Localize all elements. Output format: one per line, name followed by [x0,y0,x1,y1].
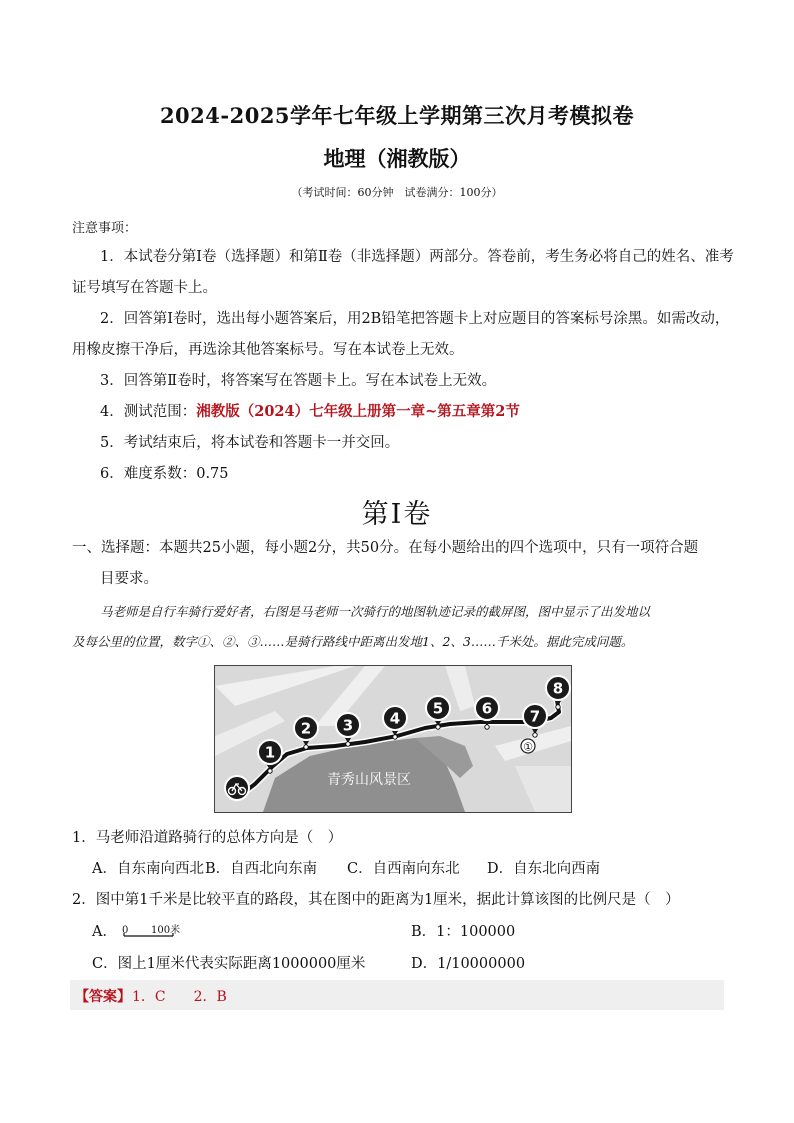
km-marker-label: 6 [481,699,493,718]
answer-label: 【答案】 [75,989,131,1005]
question-1-option-b: B．自西北向东南 [205,861,318,877]
question-2-option-a-prefix: A． [92,924,117,940]
circled-one-label: ① [523,740,533,754]
time-info: （考试时间：60分钟 试卷满分：100分） [291,186,503,199]
notice-heading: 注意事项： [72,221,138,236]
notice-item-5: 5．考试结束后，将本试卷和答题卡一并交回。 [100,435,400,451]
scale-value-label: 100米 [150,925,181,936]
notice-item-6: 6．难度系数：0.75 [100,466,229,482]
question-2-option-c: C．图上1厘米代表实际距离1000000厘米 [92,956,366,972]
notice-item-4 [72,402,750,422]
scale-zero-label: 0 [121,925,129,936]
question-2-option-b: B．1：100000 [411,924,516,940]
notice-item-2a: 2．回答第Ⅰ卷时，选出每小题答案后，用2B铅笔把答题卡上对应题目的答案标号涂黑。如需改动， [100,311,730,327]
km-marker-label: 3 [342,716,354,735]
section-title: 第Ⅰ卷 [361,499,433,530]
section-instruction-b: 目要求。 [100,571,158,587]
km-marker-label: 5 [432,699,444,718]
km-marker-label: 8 [552,679,564,698]
km-marker-label: 4 [389,709,401,728]
answer-text: 1．C 2．B [132,989,227,1005]
notice-item-1b: 证号填写在答题卡上。 [72,280,217,296]
section-instruction-a: 一、选择题：本题共25小题，每小题2分，共50分。在每小题给出的四个选项中，只有一项符合题 [72,540,699,556]
exam-subtitle: 地理（湘教版） [323,146,471,171]
notice-item-3: 3．回答第Ⅱ卷时，将答案写在答题卡上。写在本试卷上无效。 [100,373,497,389]
question-2-option-d: D．1/10000000 [411,956,526,972]
question-1-option-a: A．自东南向西北 [92,861,204,877]
notice-item-4-prefix: 4．测试范围： [100,404,197,420]
answer-box [70,980,724,1010]
start-bike-icon [225,776,249,800]
exam-title: 2024-2025学年七年级上学期第三次月考模拟卷 [159,103,635,128]
park-label: 青秀山风景区 [327,772,411,788]
route-map [214,665,572,813]
context-line-a: 马老师是自行车骑行爱好者，右图是马老师一次骑行的地图轨迹记录的截屏图，图中显示了出发地以 [100,604,651,619]
question-1-option-c: C．自西南向东北 [347,861,460,877]
question-1-option-d: D．自东北向西南 [487,861,601,877]
notice-item-2b: 用橡皮擦干净后，再选涂其他答案标号。写在本试卷上无效。 [72,342,464,358]
context-line-b: 及每公里的位置，数字①、②、③……是骑行路线中距离出发地1、2、3……千米处。据此完成问题。 [72,634,634,649]
scale-bar-icon [121,924,181,940]
test-scope: 湘教版（2024）七年级上册第一章~第五章第2节 [196,403,520,420]
route-map-svg [215,666,571,812]
km-marker-label: 7 [529,707,541,726]
km-marker-label: 2 [300,719,312,738]
notice-item-1a: 1．本试卷分第Ⅰ卷（选择题）和第Ⅱ卷（非选择题）两部分。答卷前，考生务必将自己的姓名、准考 [100,249,734,265]
question-1-stem: 1．马老师沿道路骑行的总体方向是（ ） [72,830,343,846]
question-2-stem: 2．图中第1千米是比较平直的路段，其在图中的距离为1厘米，据此计算该图的比例尺是（ ） [72,892,680,908]
km-marker-label: 1 [264,743,276,762]
question-2-option-a [92,922,181,942]
